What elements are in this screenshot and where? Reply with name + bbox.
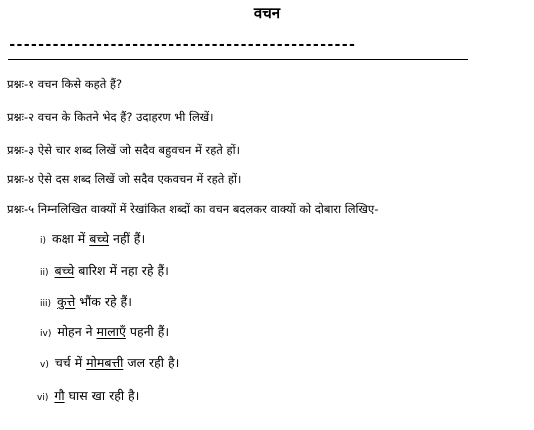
sentence-text-before: कक्षा में	[52, 231, 90, 246]
underlined-word: कुत्ते	[57, 294, 76, 309]
dashed-divider: ------------------------------------------------	[8, 37, 355, 53]
sentence-text-after: पहनी हैं।	[125, 324, 170, 339]
question-5: प्रश्नः-५ निम्नलिखित वाक्यों में रेखांकित शब्दों का वचन बदलकर वाक्यों को दोबारा लिखिए-	[7, 202, 379, 216]
sentence-text-before: मोहन ने	[57, 324, 97, 339]
sentence-number: ii)	[40, 268, 49, 278]
sentence-text-after: घास खा रही है।	[64, 388, 140, 403]
underlined-word: मालाएँ	[96, 324, 126, 339]
sentence-number: vi)	[37, 393, 49, 403]
sentence-item	[40, 293, 132, 313]
sentence-text-after: नहीं हैं।	[109, 231, 146, 246]
sentence-number: iv)	[40, 329, 52, 339]
sentence-number: iii)	[40, 299, 52, 309]
sentence-item	[40, 323, 169, 343]
sentence-text-after: बारिश में नहा रहे हैं।	[74, 263, 169, 278]
page-title: वचन	[253, 4, 281, 22]
sentence-text-after: जल रही है।	[123, 355, 180, 370]
horizontal-rule	[8, 59, 468, 60]
underlined-word: गौ	[54, 388, 65, 403]
sentence-text-after: भौंक रहे हैं।	[75, 294, 132, 309]
question-2: प्रश्नः-२ वचन के कितने भेद हैं? उदाहरण भी लिखें।	[7, 110, 214, 124]
underlined-word: मोमबत्ती	[86, 355, 124, 370]
question-4: प्रश्नः-४ ऐसे दस शब्द लिखें जो सदैव एकवचन में रहते हों।	[7, 172, 242, 186]
underlined-word: बच्चे	[54, 263, 75, 278]
sentence-text-before: चर्च में	[54, 355, 87, 370]
sentence-item	[40, 230, 145, 250]
sentence-number: v)	[40, 360, 49, 370]
sentence-item	[40, 354, 179, 374]
question-1: प्रश्नः-१ वचन किसे कहते हैं?	[7, 77, 123, 91]
question-3: प्रश्नः-३ ऐसे चार शब्द लिखें जो सदैव बहुवचन में रहते हों।	[7, 143, 240, 157]
sentence-item	[40, 262, 169, 282]
sentence-number: i)	[40, 236, 47, 246]
underlined-word: बच्चे	[89, 231, 110, 246]
sentence-item	[37, 387, 139, 407]
